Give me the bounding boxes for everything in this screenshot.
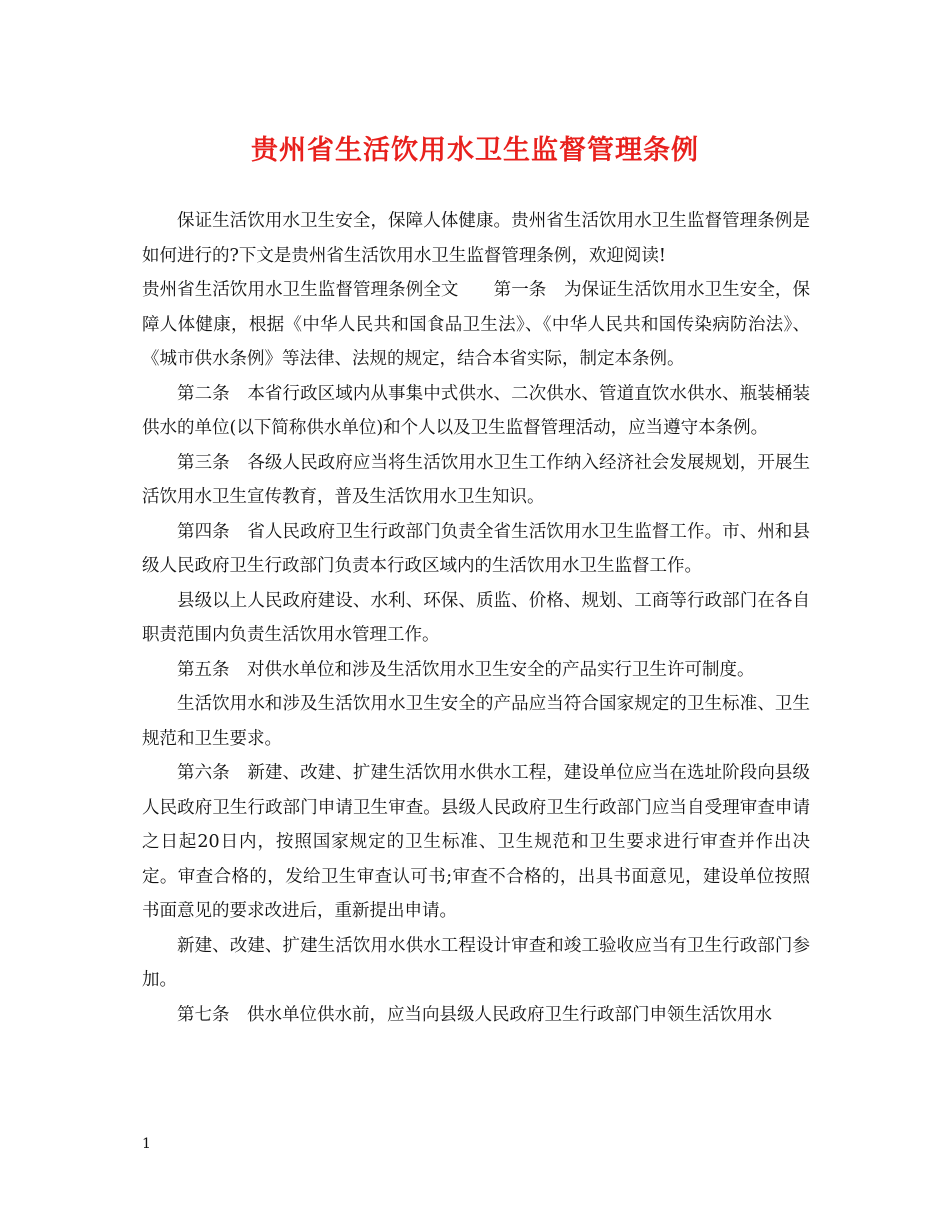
paragraph: 第四条 省人民政府卫生行政部门负责全省生活饮用水卫生监督工作。市、州和县级人民政府卫生行政部门负责本行政区域内的生活饮用水卫生监督工作。 xyxy=(142,521,810,576)
paragraph: 第五条 对供水单位和涉及生活饮用水卫生安全的产品实行卫生许可制度。 xyxy=(177,659,755,680)
paragraph: 第七条 供水单位供水前，应当向县级人民政府卫生行政部门申领生活饮用水 xyxy=(177,1004,772,1025)
paragraph: 生活饮用水和涉及生活饮用水卫生安全的产品应当符合国家规定的卫生标准、卫生规范和卫生要求。 xyxy=(142,694,810,749)
paragraph: 县级以上人民政府建设、水利、环保、质监、价格、规划、工商等行政部门在各自职责范围内负责生活饮用水管理工作。 xyxy=(142,590,810,645)
paragraph: 保证生活饮用水卫生安全，保障人体健康。贵州省生活饮用水卫生监督管理条例是如何进行的?下文是贵州省生活饮用水卫生监督管理条例，欢迎阅读! xyxy=(142,211,810,266)
document-body xyxy=(142,204,810,1032)
page-number: 1 xyxy=(142,1136,151,1152)
paragraph: 贵州省生活饮用水卫生监督管理条例全文 第一条 为保证生活饮用水卫生安全，保障人体健康，根据《中华人民共和国食品卫生法》、《中华人民共和国传染病防治法》、《城市供水条例》等法律、法规的规定，结合本省实际，制定本条例。 xyxy=(142,280,810,369)
paragraph: 新建、改建、扩建生活饮用水供水工程设计审查和竣工验收应当有卫生行政部门参加。 xyxy=(142,935,810,990)
paragraph: 第三条 各级人民政府应当将生活饮用水卫生工作纳入经济社会发展规划，开展生活饮用水卫生宣传教育，普及生活饮用水卫生知识。 xyxy=(142,452,810,507)
paragraph: 第二条 本省行政区域内从事集中式供水、二次供水、管道直饮水供水、瓶装桶装供水的单位(以下简称供水单位)和个人以及卫生监督管理活动，应当遵守本条例。 xyxy=(142,383,810,438)
document-title: 贵州省生活饮用水卫生监督管理条例 xyxy=(251,135,699,166)
paragraph: 第六条 新建、改建、扩建生活饮用水供水工程，建设单位应当在选址阶段向县级人民政府卫生行政部门申请卫生审查。县级人民政府卫生行政部门应当自受理审查申请之日起20日内，按照国家规定的卫生标准、卫生规范和卫生要求进行审查并作出决定。审查合格的，发给卫生审查认可书;审查不合格的，出具书面意见，建设单位按照书面意见的要求改进后，重新提出申请。 xyxy=(142,763,810,921)
